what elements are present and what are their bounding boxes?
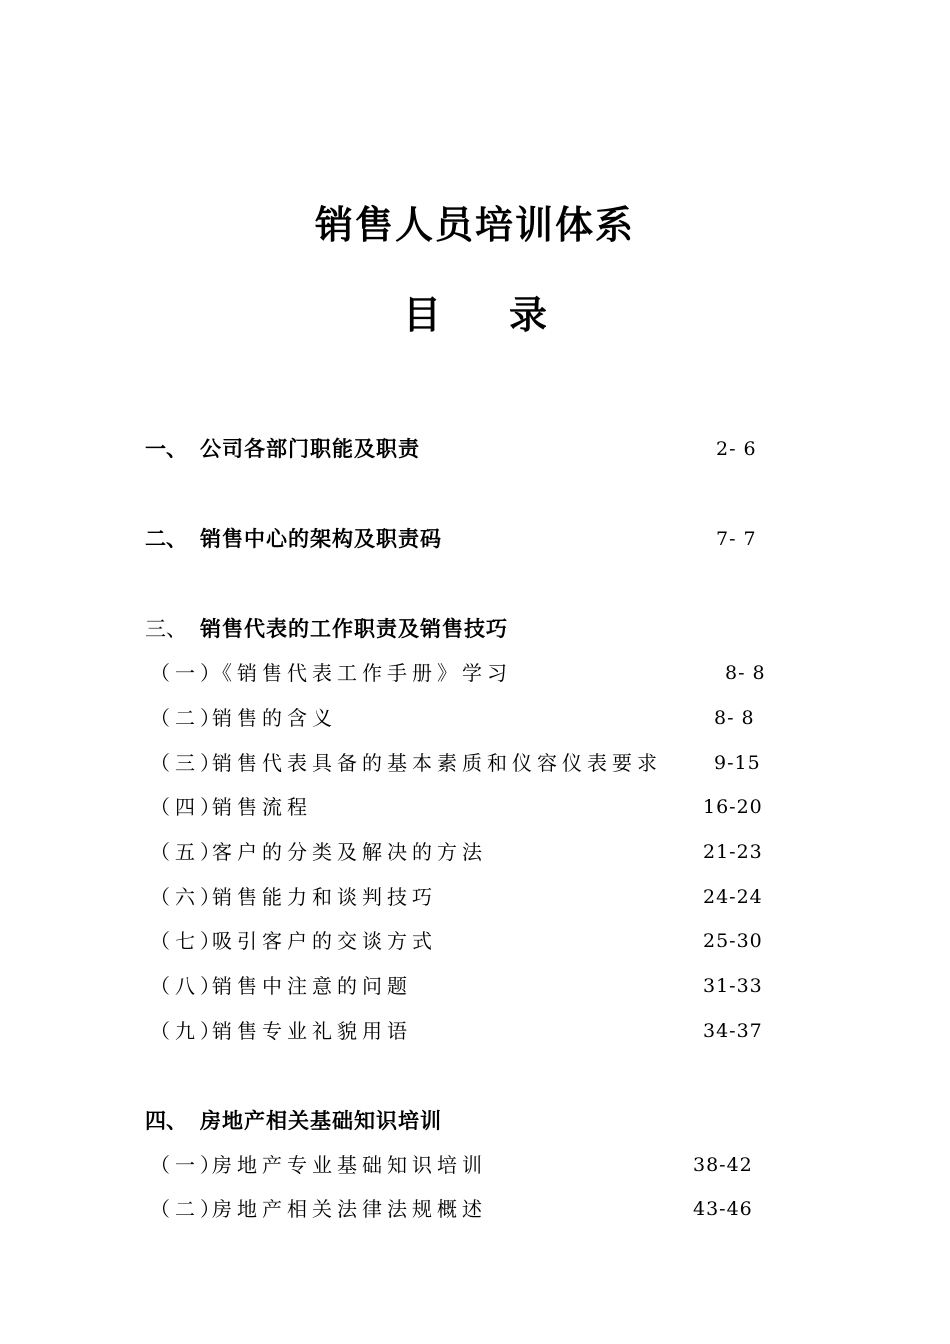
- toc-item: [0, 1148, 950, 1182]
- document-title: 销售人员培训体系: [314, 203, 635, 247]
- section-pages: 7- 7: [716, 528, 757, 550]
- section-title: 房地产相关基础知识培训: [200, 1109, 442, 1133]
- item-pages: 9-15: [714, 752, 761, 774]
- item-number: （五）: [150, 840, 225, 864]
- item-pages: 16-20: [703, 796, 763, 818]
- item-number: （四）: [150, 795, 225, 819]
- section-number: 三、: [145, 617, 187, 641]
- section-number: 二、: [145, 527, 187, 551]
- item-title: 客户的分类及解决的方法: [212, 840, 487, 864]
- toc-item: [0, 701, 950, 735]
- item-number: （六）: [150, 885, 225, 909]
- item-title: 销售流程: [212, 795, 312, 819]
- toc-item: [0, 1014, 950, 1048]
- toc-item: [0, 790, 950, 824]
- item-title: 销售能力和谈判技巧: [212, 885, 437, 909]
- item-number: （一）: [150, 1153, 225, 1177]
- item-pages: 8- 8: [714, 707, 755, 729]
- item-pages: 25-30: [703, 930, 763, 952]
- section-title: 销售代表的工作职责及销售技巧: [200, 617, 508, 641]
- toc-item: [0, 880, 950, 914]
- toc-heading: [0, 288, 950, 342]
- item-title: 房地产专业基础知识培训: [212, 1153, 487, 1177]
- item-title: 销售中注意的问题: [212, 974, 412, 998]
- item-pages: 21-23: [703, 841, 763, 863]
- toc-section-1: [0, 432, 950, 466]
- item-number: （二）: [150, 706, 225, 730]
- toc-item: [0, 1192, 950, 1226]
- item-number: （七）: [150, 929, 225, 953]
- item-number: （一）: [150, 661, 225, 685]
- toc-heading-right: 录: [509, 293, 548, 337]
- section-number: 一、: [145, 437, 187, 461]
- item-pages: 8- 8: [725, 662, 766, 684]
- item-number: （八）: [150, 974, 225, 998]
- toc-item: [0, 969, 950, 1003]
- item-title: 吸引客户的交谈方式: [212, 929, 437, 953]
- item-pages: 31-33: [703, 975, 763, 997]
- item-title: 房地产相关法律法规概述: [212, 1197, 487, 1221]
- item-number: （三）: [150, 751, 225, 775]
- toc-section-4: [0, 1104, 950, 1138]
- toc-item: [0, 656, 950, 690]
- item-number: （二）: [150, 1197, 225, 1221]
- toc-heading-left: 目: [402, 293, 441, 337]
- item-pages: 43-46: [693, 1198, 753, 1220]
- item-pages: 38-42: [693, 1154, 753, 1176]
- item-title: 《销售代表工作手册》学习: [212, 661, 512, 685]
- item-number: （九）: [150, 1019, 225, 1043]
- toc-item: [0, 924, 950, 958]
- section-pages: 2- 6: [716, 438, 757, 460]
- section-title: 销售中心的架构及职责码: [200, 527, 442, 551]
- item-title: 销售专业礼貌用语: [212, 1019, 412, 1043]
- toc-item: [0, 835, 950, 869]
- item-pages: 34-37: [703, 1020, 763, 1042]
- toc-section-2: [0, 522, 950, 556]
- item-title: 销售代表具备的基本素质和仪容仪表要求: [212, 751, 662, 775]
- section-number: 四、: [145, 1109, 187, 1133]
- item-title: 销售的含义: [212, 706, 337, 730]
- item-pages: 24-24: [703, 886, 763, 908]
- section-title: 公司各部门职能及职责: [200, 437, 420, 461]
- toc-section-3: [0, 612, 950, 646]
- toc-item: [0, 746, 950, 780]
